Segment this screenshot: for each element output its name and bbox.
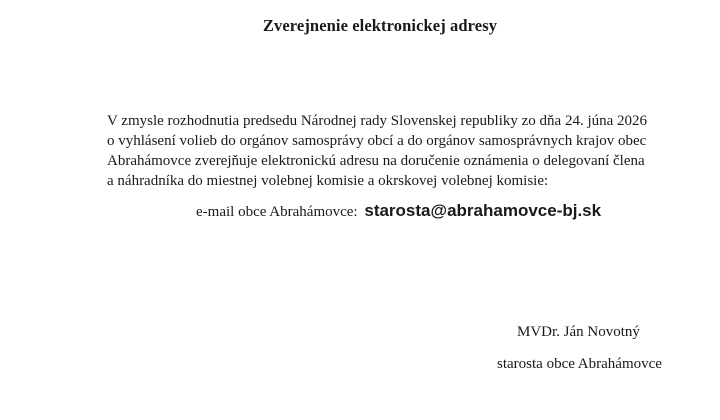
document-title: Zverejnenie elektronickej adresy	[262, 16, 498, 35]
signature-name: MVDr. Ján Novotný	[517, 324, 640, 340]
email-address[interactable]: starosta@abrahamovce-bj.sk	[364, 201, 602, 220]
paragraph-line: V zmysle rozhodnutia predsedu Národnej rady Slovenskej republiky zo dňa 24. júna 2026	[107, 113, 648, 129]
announcement-paragraph	[107, 111, 667, 191]
email-line	[196, 201, 601, 221]
email-label: e-mail obce Abrahámovce:	[196, 204, 358, 220]
signature-role: starosta obce Abrahámovce	[497, 356, 662, 372]
paragraph-line: a náhradníka do miestnej volebnej komisie a okrskovej volebnej komisie:	[107, 173, 549, 189]
paragraph-line: Abrahámovce zverejňuje elektronickú adresu na doručenie oznámenia o delegovaní člena	[107, 153, 645, 169]
paragraph-line: o vyhlásení volieb do orgánov samosprávy obcí a do orgánov samosprávnych krajov obec	[107, 133, 647, 149]
